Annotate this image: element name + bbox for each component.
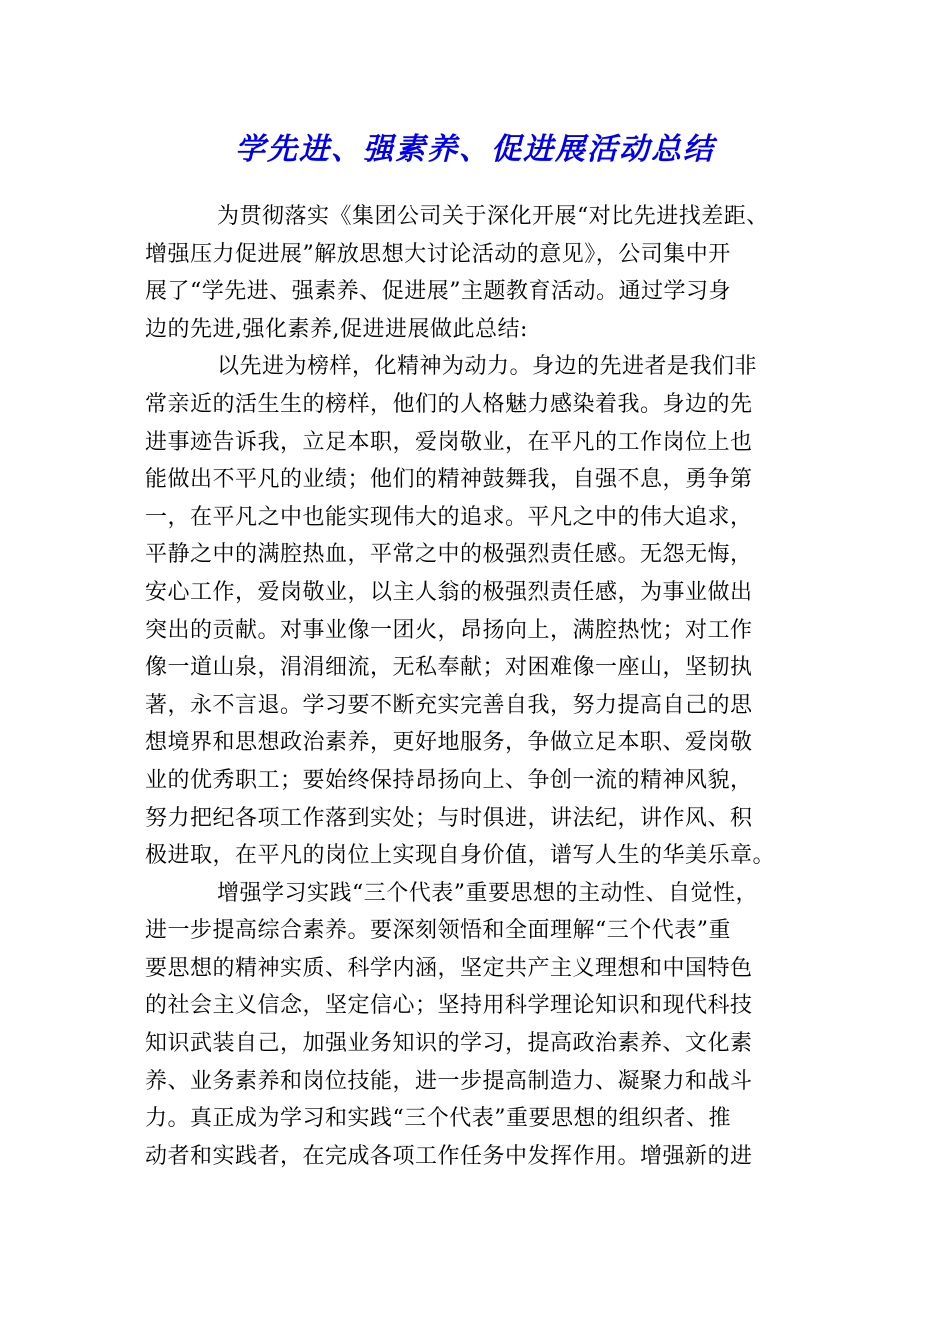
text-line: 要思想的精神实质、科学内涵，坚定共产主义理想和中国特色 [145,955,753,981]
text-line: 的社会主义信念，坚定信心；坚持用科学理论知识和现代科技 [145,993,753,1019]
text-line: 增强压力促进展”解放思想大讨论活动的意见》，公司集中开 [145,241,731,267]
text-line: 为贯彻落实《集团公司关于深化开展“对比先进找差距、 [217,204,769,229]
text-line: 进一步提高综合素养。要深刻领悟和全面理解“三个代表”重 [145,918,731,944]
text-line: 力。真正成为学习和实践“三个代表”重要思想的组织者、推 [145,1106,731,1132]
text-line: 常亲近的活生生的榜样，他们的人格魅力感染着我。身边的先 [145,391,753,417]
text-line: 业的优秀职工；要始终保持昂扬向上、争创一流的精神风貌， [145,767,753,793]
text-line: 增强学习实践“三个代表”重要思想的主动性、自觉性， [217,880,758,906]
text-line: 边的先进,强化素养,促进进展做此总结: [145,316,528,342]
text-line: 安心工作，爱岗敬业，以主人翁的极强烈责任感，为事业做出 [145,579,753,605]
text-line: 展了“学先进、强素养、促进展”主题教育活动。通过学习身 [145,279,731,305]
text-line: 养、业务素养和岗位技能，进一步提高制造力、凝聚力和战斗 [145,1068,753,1094]
text-line: 想境界和思想政治素养，更好地服务，争做立足本职、爱岗敬 [145,730,753,756]
text-line: 著，永不言退。学习要不断充实完善自我，努力提高自己的思 [145,692,753,718]
text-line: 一，在平凡之中也能实现伟大的追求。平凡之中的伟大追求， [145,504,753,530]
text-line: 能做出不平凡的业绩；他们的精神鼓舞我，自强不息，勇争第 [145,467,753,493]
text-line: 知识武装自己，加强业务知识的学习，提高政治素养、文化素 [145,1031,753,1057]
document-title: 学先进、强素养、促进展活动总结 [235,132,715,167]
text-line: 像一道山泉，涓涓细流，无私奉献；对困难像一座山，坚韧执 [145,655,753,681]
text-line: 平静之中的满腔热血，平常之中的极强烈责任感。无怨无悔， [145,542,753,568]
document-body [145,198,803,1175]
text-line: 进事迹告诉我，立足本职，爱岗敬业，在平凡的工作岗位上也 [145,429,753,455]
text-line: 以先进为榜样，化精神为动力。身边的先进者是我们非 [217,354,758,380]
text-line: 突出的贡献。对事业像一团火，昂扬向上，满腔热忱；对工作 [145,617,753,643]
text-line: 努力把纪各项工作落到实处；与时俱进，讲法纪，讲作风、积 [145,805,753,831]
text-line: 极进取，在平凡的岗位上实现自身价值，谱写人生的华美乐章。 [145,843,776,869]
text-line: 动者和实践者，在完成各项工作任务中发挥作用。增强新的进 [145,1143,753,1169]
